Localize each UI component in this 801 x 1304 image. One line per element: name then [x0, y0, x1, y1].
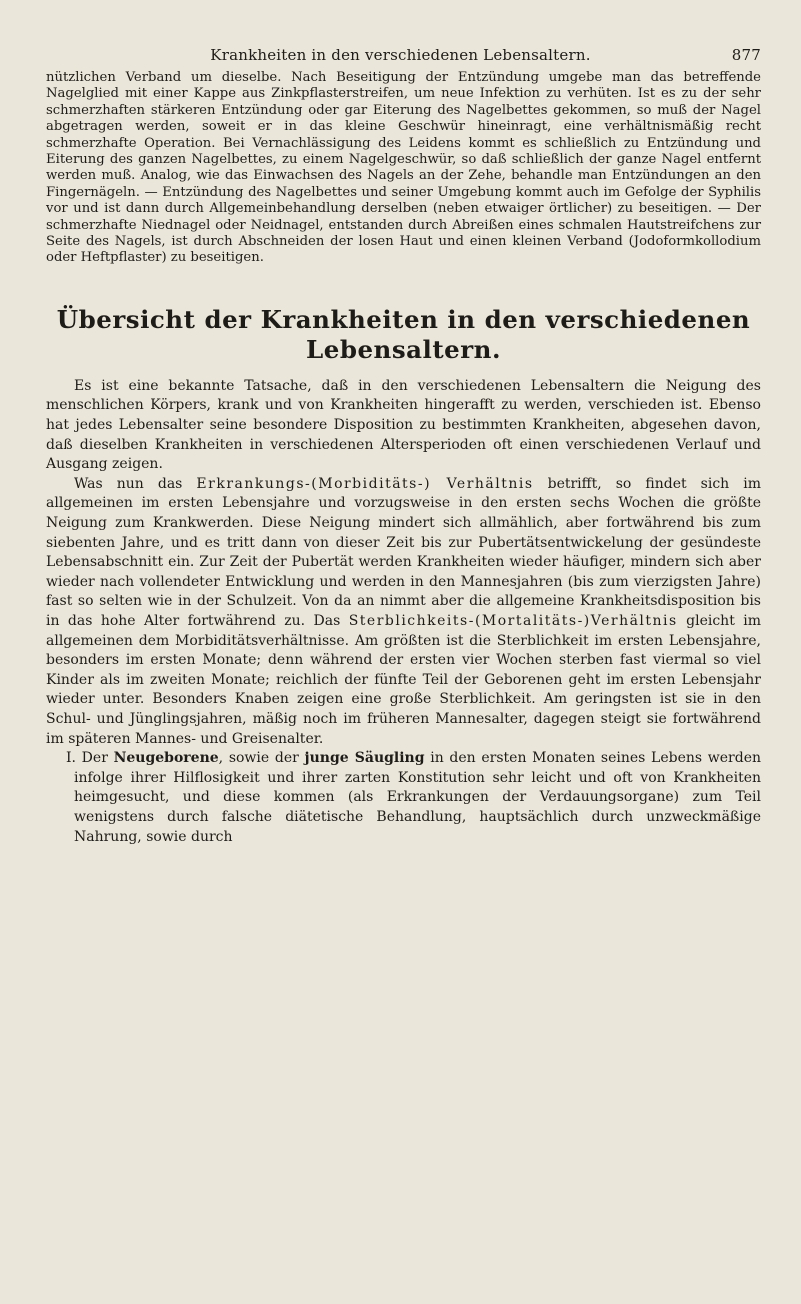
- section-heading-line-1: Übersicht der Krankheiten in den verschiedenen: [56, 304, 751, 334]
- section-heading: [46, 305, 761, 365]
- section-paragraph-newborn: [46, 749, 761, 847]
- text-run: in den ersten Monaten seines Lebens werden infolge ihrer Hilflosigkeit und ihrer zarten Konstitution sehr leicht und oft von Krankheiten heimgesucht, und diese kommen (als Erkrankungen der Verdauungsorgane) zum Teil wenigstens durch falsche diätetische Behandlung, hauptsächlich durch unzweckmäßige Nahrung, sowie durch: [74, 750, 761, 845]
- section-paragraph-morbidity: [46, 475, 761, 749]
- section-paragraph-intro: Es ist eine bekannte Tatsache, daß in den verschiedenen Lebensaltern die Neigung des menschlichen Körpers, krank und von Krankheiten hingerafft zu werden, verschieden ist. Ebenso hat jedes Lebensalter seine besondere Disposition zu bestimmten Krankheiten, abgesehen davon, daß dieselben Krankheiten in verschiedenen Altersperioden oft einen verschiedenen Verlauf und Ausgang zeigen.: [46, 377, 761, 473]
- term-newborn: Neugeborene: [113, 750, 219, 767]
- body-paragraph: nützlichen Verband um dieselbe. Nach Beseitigung der Entzündung umgebe man das betreffende Nagelglied mit einer Kappe aus Zinkpflasterstreifen, um neue Infektion zu verhüten. Ist es zu der sehr schmerzhaften stärkeren Entzündung oder gar Eiterung des Nagelbettes gekommen, so muß der Nagel abgetragen werden, soweit er in das kleine Geschwür hineinragt, eine verhältnismäßig recht schmerzhafte Operation. Bei Vernachlässigung des Leidens kommt es schließlich zu Entzündung und Eiterung des ganzen Nagelbettes, zu einem Nagelgeschwür, so daß schließlich der ganze Nagel entfernt werden muß. Analog, wie das Einwachsen des Nagels an der Zehe, behandle man Entzündungen an den Fingernägeln. — Entzündung des Nagelbettes und seiner Umgebung kommt auch im Gefolge der Syphilis vor und ist dann durch Allgemeinbehandlung derselben (neben etwaiger örtlicher) zu beseitigen. — Der schmerzhafte Niednagel oder Neidnagel, entstanden durch Abreißen eines schmalen Hautstreifchens zur Seite des Nagels, ist durch Abschneiden der losen Haut und einen kleinen Verband (Jodoformkollodium oder Heftpflaster) zu beseitigen.: [46, 70, 761, 266]
- text-run: , sowie der: [218, 750, 305, 767]
- running-head-title: Krankheiten in den verschiedenen Lebensaltern.: [210, 46, 591, 64]
- text-run: betrifft, so findet sich im allgemeinen im ersten Lebensjahre und vorzugsweise in den ersten sechs Wochen die größte Neigung zum Krankwerden. Diese Neigung mindert sich allmählich, aber fortwährend bis zum siebenten Jahre, und es tritt dann von dieser Zeit bis zur Pubertätsentwickelung der gesündeste Lebensabschnitt ein. Zur Zeit der Pubertät werden Krankheiten wieder häufiger, mindern sich aber wieder nach vollendeter Entwicklung und werden in den Mannesjahren (bis zum vierzigsten Jahre) fast so selten wie in der Schulzeit. Von da an nimmt aber die allgemeine Krankheitsdisposition bis in das hohe Alter fortwährend zu. Das: [46, 475, 761, 629]
- page-number: 877: [731, 46, 761, 64]
- term-morbidity: Erkrankungs-(Morbiditäts-) Verhältnis: [196, 475, 534, 492]
- text-run: Was nun das: [74, 475, 197, 492]
- term-mortality: Sterblichkeits-(Mortalitäts-)Verhältnis: [348, 613, 678, 629]
- text-run: gleicht im allgemeinen dem Morbiditätsverhältnisse. Am größten ist die Sterblichkeit im ersten Lebensjahre, besonders im ersten Monate; denn während der ersten vier Wochen sterben fast viermal so viel Kinder als im zweiten Monate; reichlich der fünfte Teil der Geborenen geht im ersten Lebensjahr wieder unter. Besonders Knaben zeigen eine große Sterblichkeit. Am geringsten ist sie in den Schul- und Jünglingsjahren, mäßig noch im früheren Mannesalter, dagegen steigt sie fortwährend im späteren Mannes- und Greisenalter.: [46, 613, 761, 747]
- section-heading-line-2: Lebensaltern.: [306, 334, 501, 364]
- text-run: I. Der: [66, 750, 114, 767]
- term-young-infant: junge Säugling: [304, 750, 425, 767]
